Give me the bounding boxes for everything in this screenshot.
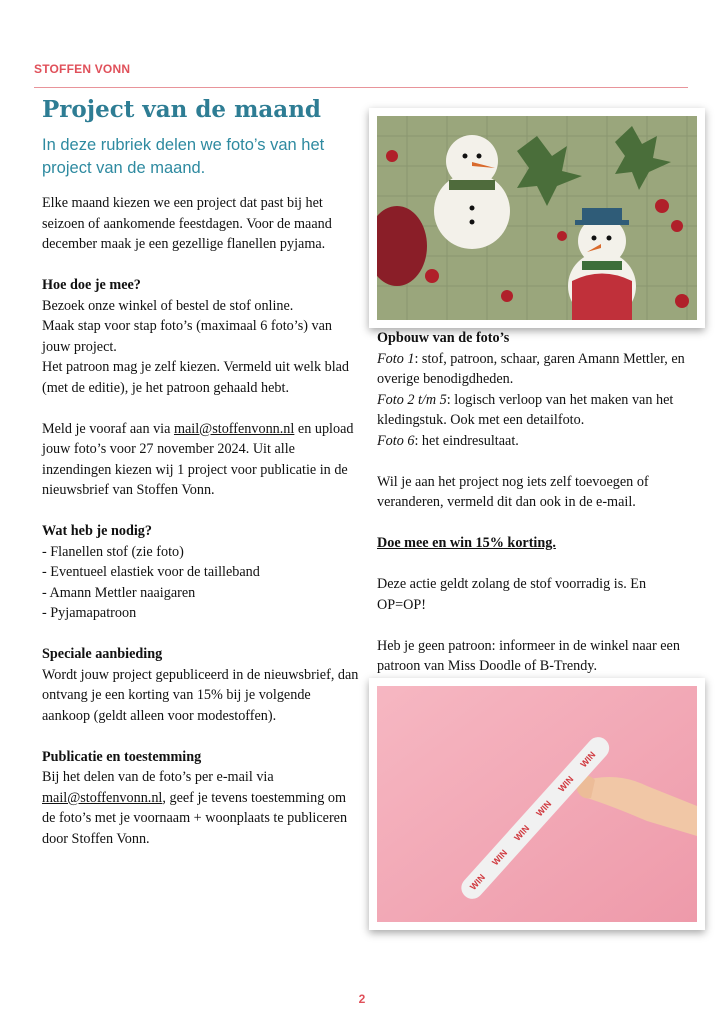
- build-item-1: [377, 349, 697, 390]
- win-tag-text: WIN: [512, 823, 532, 843]
- build-item-label: Foto 6: [377, 432, 415, 449]
- list-item: - Pyjamapatroon: [42, 605, 137, 621]
- win-callout: [377, 533, 697, 554]
- list-item: - Amann Mettler naaigaren: [42, 584, 196, 601]
- register-text-before: Meld je vooraf aan via: [42, 420, 174, 437]
- register-text-after: en upload jouw foto’s voor 27 november 2024. Uit alle inzendingen kiezen wij 1 project voor publicatie in de nieuwsbrief van Stoffen Vonn.: [42, 420, 354, 498]
- how-line-2: Maak stap voor stap foto’s (maximaal 6 foto’s) van jouw project.: [42, 318, 332, 355]
- win-tag-text: WIN: [534, 798, 554, 819]
- build-item-2: [377, 390, 697, 431]
- build-item-label: Foto 2 t/m 5: [377, 391, 447, 408]
- header-divider: [34, 87, 688, 88]
- register-paragraph: [42, 419, 362, 501]
- snowman-fabric-photo: [369, 108, 705, 328]
- consent-text-before: Bij het delen van de foto’s per e-mail via: [42, 769, 274, 785]
- pattern-paragraph: Heb je geen patroon: informeer in de winkel naar een patroon van Miss Doodle of B-Trendy.: [377, 637, 680, 674]
- how-line-1: Bezoek onze winkel of bestel de stof online.: [42, 297, 294, 314]
- build-paragraph: [377, 349, 697, 452]
- win-tag-text: WIN: [490, 847, 510, 868]
- right-column: [377, 328, 697, 697]
- build-heading: Opbouw van de foto’s: [377, 330, 510, 346]
- build-item-3: [377, 431, 697, 452]
- consent-heading: Publicatie en toestemming: [42, 748, 202, 765]
- how-heading: Hoe doe je mee?: [42, 277, 141, 293]
- needs-heading: Wat heb je nodig?: [42, 523, 152, 539]
- win-tag-text: WIN: [578, 749, 598, 770]
- consent-paragraph: [42, 767, 362, 849]
- email-link[interactable]: mail@stoffenvonn.nl: [173, 420, 295, 437]
- email-link[interactable]: mail@stoffenvonn.nl: [42, 789, 163, 806]
- page-subtitle: In deze rubriek delen we foto’s van het project van de maand.: [42, 136, 325, 177]
- build-item-text: : logisch verloop van het maken van het kledingstuk. Ook met een detailfoto.: [377, 391, 674, 428]
- how-paragraph: [42, 296, 362, 399]
- offer-heading: Speciale aanbieding: [42, 646, 163, 662]
- extra-paragraph: Wil je aan het project nog iets zelf toevoegen of veranderen, vermeld dit dan ook in de e-mail.: [377, 473, 649, 510]
- build-item-text: : het eindresultaat.: [414, 432, 519, 449]
- page-number: 2: [358, 992, 366, 1006]
- offer-paragraph: Wordt jouw project gepubliceerd in de nieuwsbrief, dan ontvang je een korting van 15% bij je volgende aankoop (geldt alleen voor modestoffen).: [42, 666, 359, 724]
- win-tag-text: WIN: [467, 872, 488, 892]
- needs-list: [42, 542, 362, 624]
- list-item: - Flanellen stof (zie foto): [42, 543, 184, 560]
- win-strip-photo: [369, 678, 705, 930]
- brand-header: STOFFEN VONN: [34, 62, 131, 76]
- win-callout-text: Doe mee en win 15% korting.: [377, 535, 556, 551]
- build-item-label: Foto 1: [377, 350, 415, 367]
- how-line-3: Het patroon mag je zelf kiezen. Vermeld uit welk blad (met de editie), je het patroon gehaald hebt.: [42, 359, 350, 396]
- build-item-text: : stof, patroon, schaar, garen Amann Mettler, en overige benodigdheden.: [377, 350, 685, 387]
- consent-text-after: , geef je tevens toestemming om de foto’s met je voornaam + woonplaats te publiceren door Stoffen Vonn.: [42, 789, 348, 847]
- left-column: [42, 193, 362, 870]
- intro-paragraph: Elke maand kiezen we een project dat past bij het seizoen of aankomende feestdagen. Voor de maand december maak je een gezellige flanellen pyjama.: [42, 195, 332, 252]
- valid-paragraph: Deze actie geldt zolang de stof voorradig is. En OP=OP!: [377, 576, 647, 613]
- win-tag-text: WIN: [556, 774, 576, 794]
- list-item: - Eventueel elastiek voor de tailleband: [42, 564, 260, 580]
- page-title: Project van de maand: [42, 96, 322, 123]
